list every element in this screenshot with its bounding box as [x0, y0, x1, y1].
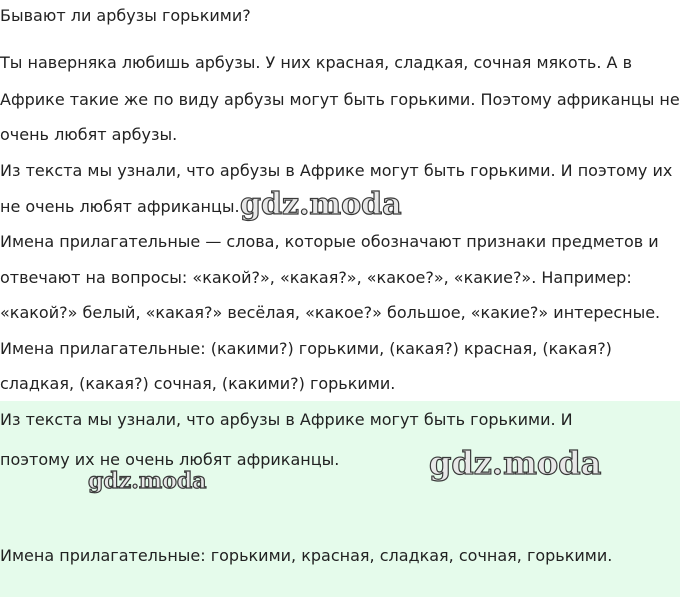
- text-line: не очень любят африканцы.: [0, 197, 240, 216]
- text-line: Имена прилагательные — слова, которые обозначают признаки предметов и: [0, 232, 659, 251]
- text-line: «какой?» белый, «какая?» весёлая, «какое?» большое, «какие?» интересные.: [0, 303, 661, 322]
- text-line: Ты наверняка любишь арбузы. У них красная, сладкая, сочная мякоть. А в: [0, 53, 632, 72]
- text-line: сладкая, (какая?) сочная, (какими?) горькими.: [0, 374, 396, 393]
- answer-block: [0, 401, 680, 597]
- watermark-logo: gdz.moda: [429, 444, 602, 482]
- answer-line: Из текста мы узнали, что арбузы в Африке могут быть горькими. И: [0, 410, 573, 429]
- text-line: Имена прилагательные: (какими?) горькими, (какая?) красная, (какая?): [0, 339, 612, 358]
- watermark-logo: gdz.moda: [88, 468, 207, 494]
- watermark-logo: gdz.moda: [240, 187, 402, 222]
- text-line: Из текста мы узнали, что арбузы в Африке могут быть горькими. И поэтому их: [0, 161, 673, 180]
- page-title: Бывают ли арбузы горькими?: [0, 6, 251, 25]
- text-line: Африке такие же по виду арбузы могут быть горькими. Поэтому африканцы не: [0, 90, 680, 109]
- text-line: очень любят арбузы.: [0, 125, 178, 144]
- text-line: отвечают на вопросы: «какой?», «какая?», «какое?», «какие?». Например:: [0, 268, 632, 287]
- answer-line: Имена прилагательные: горькими, красная, сладкая, сочная, горькими.: [0, 546, 613, 565]
- answer-line: поэтому их не очень любят африканцы.: [0, 450, 340, 469]
